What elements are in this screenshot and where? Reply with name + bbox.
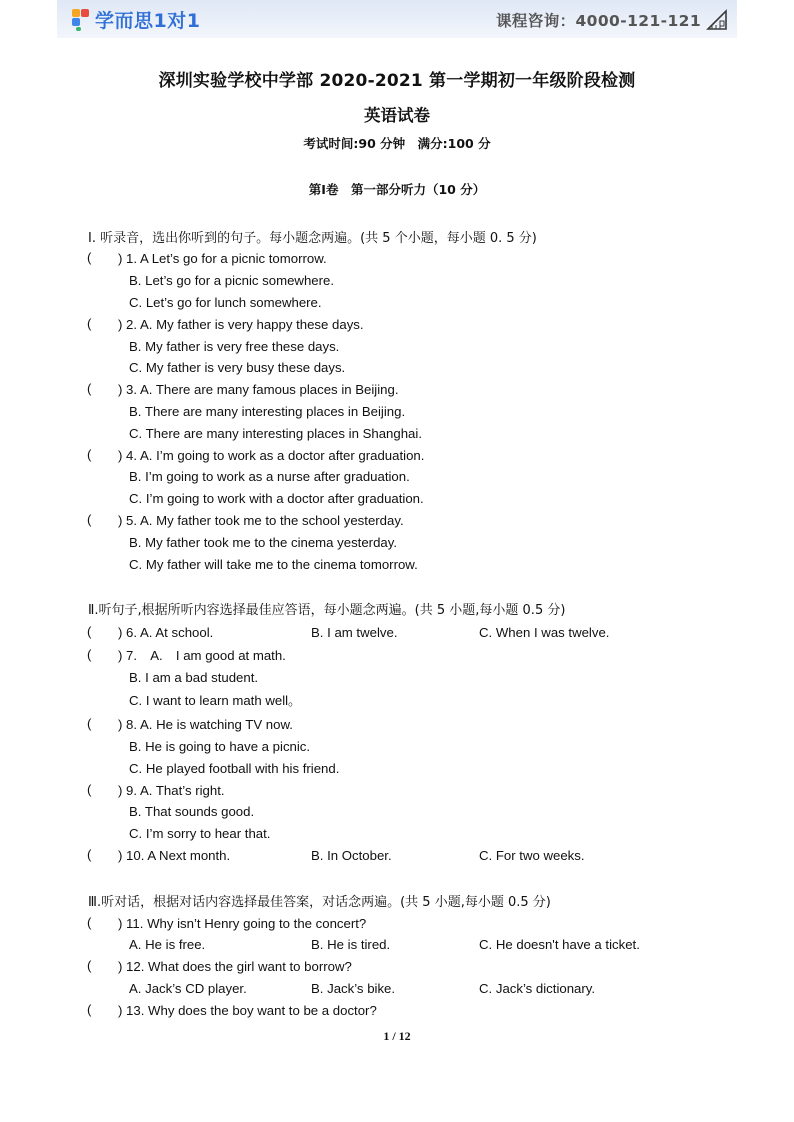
part1-instruction: Ⅰ. 听录音，选出你听到的句子。每小题念两遍。(共 5 个小题，每小题 0. 5 分) xyxy=(88,231,537,246)
answer-paren: ( xyxy=(87,958,92,973)
question-line: ) 13. Why does the boy want to be a doctor? xyxy=(118,1003,377,1018)
option-line: C. I’m sorry to hear that. xyxy=(129,826,271,841)
answer-paren: ( xyxy=(87,447,92,462)
option-line: C. My father will take me to the cinema tomorrow. xyxy=(129,557,418,572)
question-line: ) 10. A Next month. xyxy=(118,848,231,863)
answer-paren: ( xyxy=(87,512,92,527)
option-line: B. Jack’s bike. xyxy=(311,981,396,996)
option-line: B. I am twelve. xyxy=(311,625,398,640)
question-line: ) 2. A. My father is very happy these days. xyxy=(118,317,364,332)
option-line: C. My father is very busy these days. xyxy=(129,360,346,375)
option-line: C. When I was twelve. xyxy=(479,625,610,640)
logo-text: 学而思1对1 xyxy=(95,9,201,32)
option-line: B. My father is very free these days. xyxy=(129,339,340,354)
part3-instruction: Ⅲ.听对话，根据对话内容选择最佳答案，对话念两遍。(共 5 小题,每小题 0.5 分) xyxy=(88,895,551,910)
answer-paren: ( xyxy=(87,316,92,331)
option-line: C. I want to learn math well。 xyxy=(129,693,302,708)
question-line: ) 12. What does the girl want to borrow? xyxy=(118,959,352,974)
part2-instruction: Ⅱ.听句子,根据所听内容选择最佳应答语，每小题念两遍。(共 5 小题,每小题 0.5 分) xyxy=(88,603,566,618)
answer-paren: ( xyxy=(87,915,92,930)
option-line: B. There are many interesting places in Beijing. xyxy=(129,404,406,419)
option-line: B. He is tired. xyxy=(311,937,391,952)
option-line: C. He doesn't have a ticket. xyxy=(479,937,640,952)
logo-mark-icon xyxy=(72,7,92,31)
answer-paren: ( xyxy=(87,647,92,662)
ruler-icon xyxy=(706,8,728,31)
answer-paren: ( xyxy=(87,782,92,797)
question-line: ) 7. A. I am good at math. xyxy=(118,648,286,663)
option-line: A. Jack’s CD player. xyxy=(129,981,247,996)
answer-paren: ( xyxy=(87,1002,92,1017)
option-line: C. I’m going to work with a doctor after graduation. xyxy=(129,491,424,506)
option-line: C. Jack’s dictionary. xyxy=(479,981,596,996)
answer-paren: ( xyxy=(87,624,92,639)
section-title: 第Ⅰ卷 第一部分听力（10 分） xyxy=(308,182,486,197)
option-line: C. There are many interesting places in Shanghai. xyxy=(129,426,422,441)
exam-subtitle: 英语试卷 xyxy=(364,106,430,125)
option-line: B. Let’s go for a picnic somewhere. xyxy=(129,273,334,288)
question-line: ) 11. Why isn’t Henry going to the concert? xyxy=(118,916,367,931)
option-line: C. Let’s go for lunch somewhere. xyxy=(129,295,322,310)
option-line: A. He is free. xyxy=(129,937,206,952)
question-line: ) 8. A. He is watching TV now. xyxy=(118,717,293,732)
exam-meta: 考试时间:90 分钟 满分:100 分 xyxy=(303,136,491,151)
option-line: B. In October. xyxy=(311,848,392,863)
option-line: B. That sounds good. xyxy=(129,804,255,819)
option-line: C. For two weeks. xyxy=(479,848,585,863)
question-line: ) 5. A. My father took me to the school yesterday. xyxy=(118,513,404,528)
option-line: C. He played football with his friend. xyxy=(129,761,340,776)
option-line: B. I am a bad student. xyxy=(129,670,259,685)
answer-paren: ( xyxy=(87,250,92,265)
answer-paren: ( xyxy=(87,716,92,731)
answer-paren: ( xyxy=(87,847,92,862)
brand-logo xyxy=(72,6,200,32)
option-line: B. I’m going to work as a nurse after graduation. xyxy=(129,469,410,484)
question-line: ) 6. A. At school. xyxy=(118,625,214,640)
question-line: ) 9. A. That’s right. xyxy=(118,783,225,798)
option-line: B. My father took me to the cinema yesterday. xyxy=(129,535,398,550)
answer-paren: ( xyxy=(87,381,92,396)
exam-title: 深圳实验学校中学部 2020-2021 第一学期初一年级阶段检测 xyxy=(158,71,636,91)
question-line: ) 4. A. I’m going to work as a doctor after graduation. xyxy=(118,448,425,463)
question-line: ) 3. A. There are many famous places in Beijing. xyxy=(118,382,399,397)
question-line: ) 1. A Let’s go for a picnic tomorrow. xyxy=(118,251,327,266)
option-line: B. He is going to have a picnic. xyxy=(129,739,311,754)
page-number: 1 / 12 xyxy=(383,1029,411,1043)
consult-hotline: 课程咨询：4000-121-121 xyxy=(496,12,702,30)
